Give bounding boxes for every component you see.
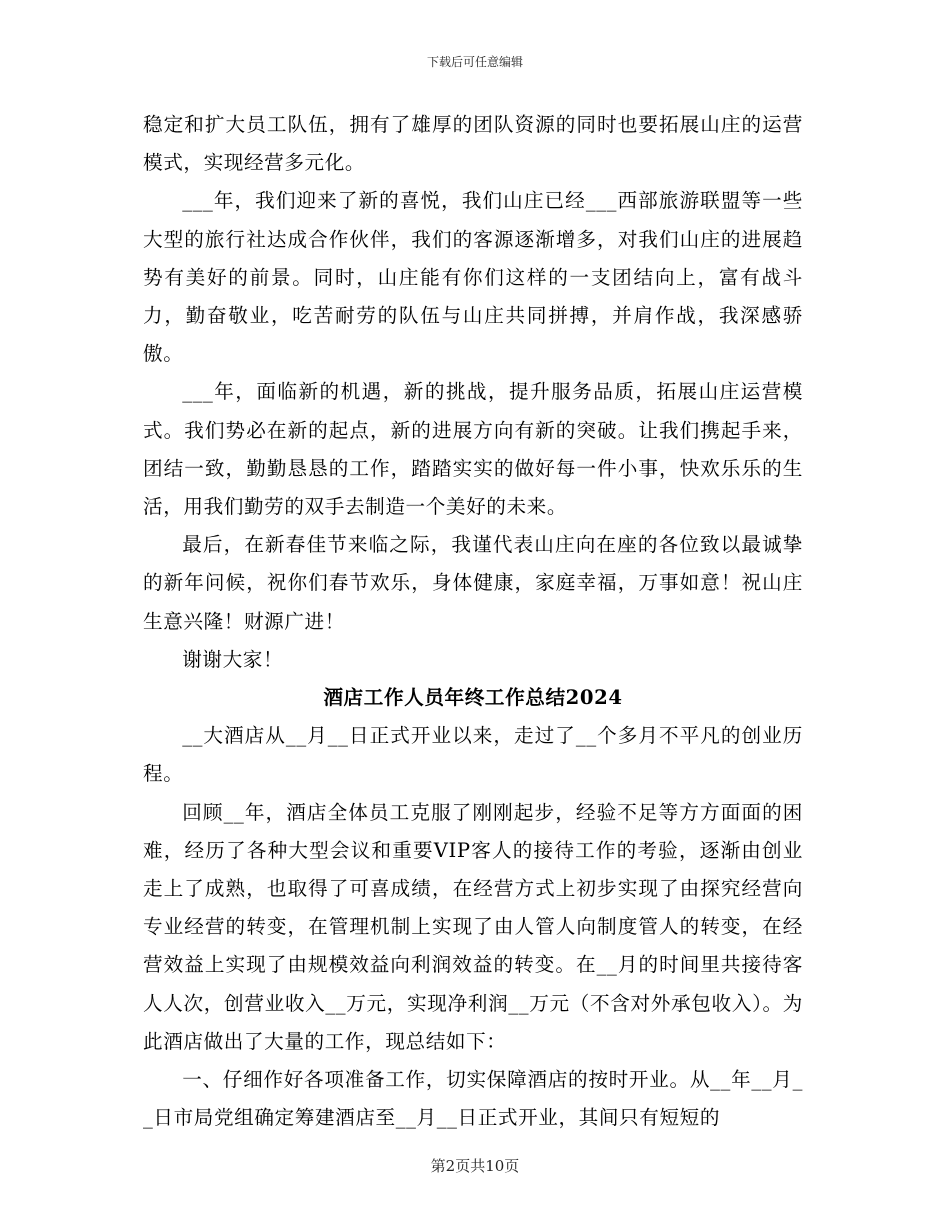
paragraph-thanks: 谢谢大家！ [182, 647, 284, 671]
paragraph: 最后，在新春佳节来临之际，我谨代表山庄向在座的各位致以最诚挚的新年问候，祝你们春节欢乐，身体健康，家庭幸福，万事如意！祝山庄生意兴隆！财源广进！ [143, 533, 803, 633]
paragraph: __大酒店从__月__日正式开业以来，走过了__个多月不平凡的创业历程。 [143, 724, 803, 786]
page-number: 第2页共10页 [430, 1157, 520, 1175]
paragraph: 一、仔细作好各项准备工作，切实保障酒店的按时开业。从__年__月__日市局党组确定筹建酒店至__月__日正式开业，其间只有短短的 [143, 1068, 803, 1130]
paragraph: ___年，我们迎来了新的喜悦，我们山庄已经___西部旅游联盟等一些大型的旅行社达成合作伙伴，我们的客源逐渐增多，对我们山庄的进展趋势有美好的前景。同时，山庄能有你们这样的一支团结向上，富有战斗力，勤奋敬业，吃苦耐劳的队伍与山庄共同拼搏，并肩作战，我深感骄傲。 [143, 189, 803, 366]
paragraph: ___年，面临新的机遇，新的挑战，提升服务品质，拓展山庄运营模式。我们势必在新的起点，新的进展方向有新的突破。让我们携起手来，团结一致，勤勤恳恳的工作，踏踏实实的做好每一件小事，快欢乐乐的生活，用我们勤劳的双手去制造一个美好的未来。 [143, 380, 803, 519]
page-header-note: 下载后可任意编辑 [426, 55, 523, 69]
paragraph: 回顾__年，酒店全体员工克服了刚刚起步，经验不足等方方面面的困难，经历了各种大型会议和重要VIP客人的接待工作的考验，逐渐由创业走上了成熟，也取得了可喜成绩，在经营方式上初步实现了由探究经营向专业经营的转变，在管理机制上实现了由人管人向制度管人的转变，在经营效益上实现了由规模效益向利润效益的转变。在__月的时间里共接待客人人次，创营业收入__万元，实现净利润__万元（不含对外承包收入）。为此酒店做出了大量的工作，现总结如下： [143, 800, 803, 1053]
paragraph-continued: 稳定和扩大员工队伍，拥有了雄厚的团队资源的同时也要拓展山庄的运营模式，实现经营多元化。 [143, 113, 803, 175]
document-body [143, 106, 803, 1137]
section-title: 酒店工作人员年终工作总结2024 [323, 686, 623, 710]
